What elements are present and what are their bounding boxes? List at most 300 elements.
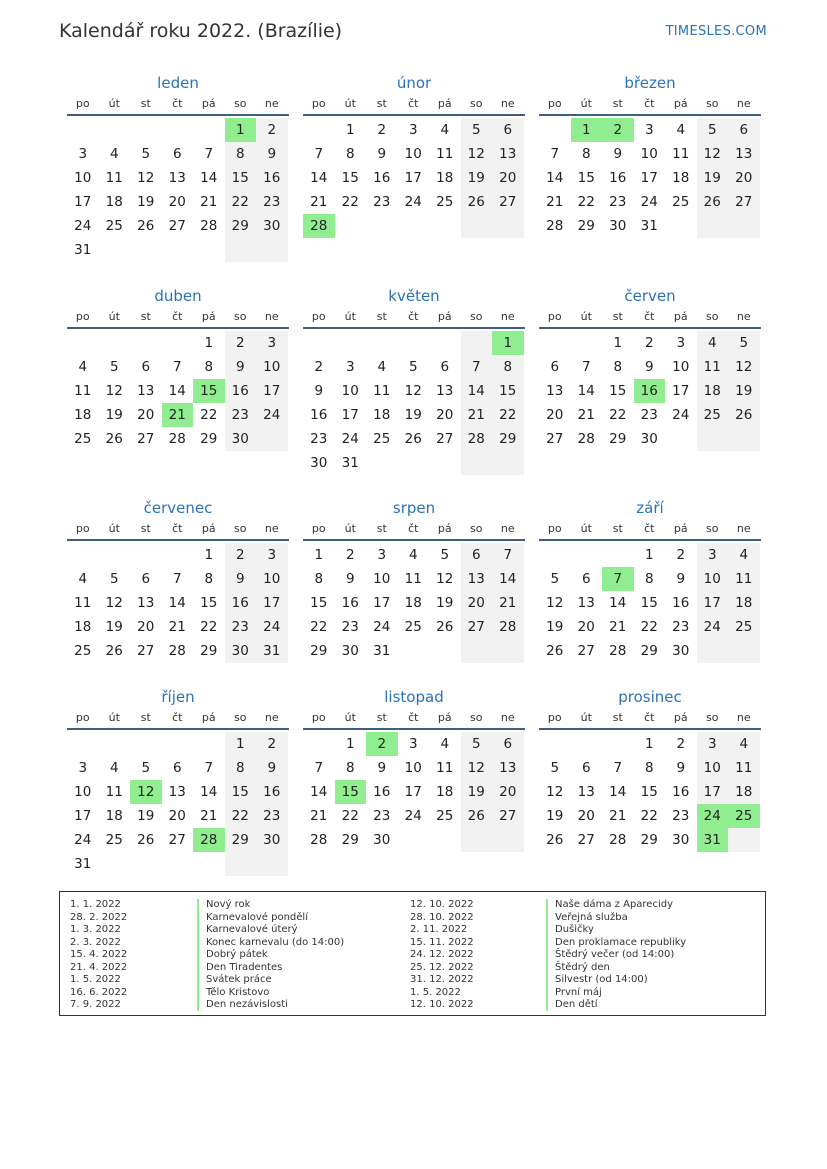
- month-červenec: [67, 497, 289, 663]
- day-cell: 7: [204, 146, 214, 162]
- empty-cell: [697, 427, 729, 451]
- day-grid: [539, 732, 761, 852]
- empty-cell: [130, 543, 162, 567]
- weekday-label: po: [75, 522, 90, 535]
- weekday-header: [303, 519, 525, 541]
- day-cell: 18: [404, 595, 422, 611]
- day-cell: 23: [341, 619, 359, 635]
- weekday-header: [67, 519, 289, 541]
- day-cell: 16: [373, 170, 391, 186]
- day-cell: 17: [672, 383, 690, 399]
- weekday-label: út: [108, 711, 120, 724]
- legend-divider: [546, 899, 548, 1011]
- empty-cell: [130, 331, 162, 355]
- weekday-label: ne: [500, 310, 515, 323]
- day-grid: [303, 543, 525, 663]
- weekday-label: út: [344, 522, 356, 535]
- day-cell: 25: [74, 643, 92, 659]
- weekday-label: čt: [408, 97, 419, 110]
- empty-cell: [225, 238, 257, 262]
- weekday-label: ne: [736, 711, 751, 724]
- day-cell: 23: [225, 403, 257, 427]
- legend-holiday-name: Den Tiradentes: [206, 961, 283, 973]
- day-cell: 4: [109, 146, 119, 162]
- day-cell: 6: [581, 571, 591, 587]
- weekday-label: čt: [408, 310, 419, 323]
- day-cell: 10: [74, 170, 92, 186]
- day-cell: 18: [74, 619, 92, 635]
- day-cell: 26: [461, 804, 493, 828]
- day-cell: 19: [461, 780, 493, 804]
- weekday-label: po: [547, 97, 562, 110]
- day-cell: 22: [341, 194, 359, 210]
- day-cell: 10: [373, 571, 391, 587]
- month-říjen: [67, 686, 289, 876]
- day-cell: 28: [310, 832, 328, 848]
- day-cell: 10: [697, 756, 729, 780]
- month-name: únor: [396, 74, 432, 92]
- weekday-label: so: [234, 522, 247, 535]
- empty-cell: [162, 331, 194, 355]
- day-cell: 4: [728, 732, 760, 756]
- weekday-label: st: [140, 97, 151, 110]
- day-cell: 29: [640, 643, 658, 659]
- day-cell: 2: [644, 335, 654, 351]
- day-cell: 22: [640, 619, 658, 635]
- day-cell: 7: [314, 146, 324, 162]
- day-cell: 2: [256, 732, 288, 756]
- brand-link[interactable]: TIMESLES.COM: [665, 24, 767, 39]
- legend-date: 15. 11. 2022: [410, 936, 474, 948]
- day-cell: 13: [728, 142, 760, 166]
- empty-cell: [335, 331, 367, 355]
- day-cell: 1: [644, 547, 654, 563]
- day-cell: 3: [408, 736, 418, 752]
- day-cell: 9: [256, 756, 288, 780]
- day-cell: 11: [74, 383, 92, 399]
- month-březen: [539, 72, 761, 238]
- empty-cell: [539, 331, 571, 355]
- day-cell: 19: [105, 619, 123, 635]
- day-cell: 5: [461, 732, 493, 756]
- weekday-label: pá: [437, 522, 452, 535]
- day-cell: 11: [672, 146, 690, 162]
- day-cell: 16: [672, 784, 690, 800]
- day-cell: 9: [377, 760, 387, 776]
- empty-cell: [461, 214, 493, 238]
- empty-cell: [728, 639, 760, 663]
- day-cell: 20: [436, 407, 454, 423]
- day-cell: 13: [461, 567, 493, 591]
- legend-date: 28. 2. 2022: [70, 911, 128, 923]
- day-cell: 11: [728, 567, 760, 591]
- weekday-label: st: [140, 310, 151, 323]
- day-cell: 11: [74, 595, 92, 611]
- month-květen: [303, 285, 525, 475]
- empty-cell: [256, 852, 288, 876]
- legend-holiday-name: Tělo Kristovo: [206, 986, 270, 998]
- day-cell: 24: [373, 619, 391, 635]
- weekday-label: čt: [644, 310, 655, 323]
- day-cell: 6: [492, 732, 524, 756]
- day-cell: 24: [256, 615, 288, 639]
- day-cell: 24: [404, 194, 422, 210]
- weekday-header: [539, 94, 761, 116]
- day-cell: 19: [697, 166, 729, 190]
- holiday-day: 28: [193, 828, 225, 852]
- day-grid: [539, 543, 761, 663]
- legend-date: 2. 11. 2022: [410, 924, 468, 935]
- day-cell: 22: [310, 619, 328, 635]
- weekday-label: po: [311, 711, 326, 724]
- day-cell: 14: [492, 567, 524, 591]
- weekday-label: ne: [264, 522, 279, 535]
- empty-cell: [398, 639, 430, 663]
- weekday-label: ne: [736, 310, 751, 323]
- weekday-header: [539, 519, 761, 541]
- day-cell: 6: [581, 760, 591, 776]
- day-cell: 2: [345, 547, 355, 563]
- empty-cell: [67, 331, 99, 355]
- day-cell: 22: [640, 808, 658, 824]
- day-cell: 19: [546, 619, 564, 635]
- month-duben: [67, 285, 289, 451]
- day-cell: 19: [137, 808, 155, 824]
- day-cell: 20: [492, 166, 524, 190]
- day-cell: 17: [341, 407, 359, 423]
- day-cell: 22: [225, 190, 257, 214]
- day-cell: 14: [609, 595, 627, 611]
- day-cell: 14: [577, 383, 595, 399]
- legend-date: 1. 1. 2022: [70, 899, 121, 910]
- day-cell: 29: [341, 832, 359, 848]
- weekday-header: [67, 307, 289, 329]
- day-cell: 31: [74, 856, 92, 872]
- month-name: září: [636, 499, 664, 517]
- day-cell: 24: [672, 407, 690, 423]
- month-září: [539, 497, 761, 663]
- day-cell: 30: [225, 639, 257, 663]
- weekday-label: so: [706, 310, 719, 323]
- empty-cell: [162, 238, 194, 262]
- day-cell: 10: [640, 146, 658, 162]
- empty-cell: [99, 331, 131, 355]
- day-cell: 2: [225, 331, 257, 355]
- weekday-label: pá: [673, 522, 688, 535]
- legend-left-dates: [70, 899, 127, 1012]
- legend-holiday-name: Den nezávislosti: [206, 999, 288, 1010]
- holiday-legend: [59, 891, 766, 1016]
- month-prosinec: [539, 686, 761, 852]
- holiday-day: 2: [602, 118, 634, 142]
- day-cell: 2: [676, 736, 686, 752]
- day-cell: 28: [168, 431, 186, 447]
- day-cell: 11: [105, 170, 123, 186]
- empty-cell: [303, 732, 335, 756]
- day-cell: 1: [613, 335, 623, 351]
- weekday-label: st: [376, 97, 387, 110]
- day-grid: [67, 732, 289, 876]
- day-cell: 1: [225, 732, 257, 756]
- day-cell: 12: [137, 170, 155, 186]
- day-cell: 23: [310, 431, 328, 447]
- weekday-label: ne: [736, 522, 751, 535]
- weekday-label: čt: [172, 310, 183, 323]
- holiday-day: 25: [728, 804, 760, 828]
- day-cell: 2: [676, 547, 686, 563]
- empty-cell: [697, 214, 729, 238]
- day-cell: 21: [310, 808, 328, 824]
- weekday-label: pá: [673, 97, 688, 110]
- month-únor: [303, 72, 525, 238]
- weekday-label: pá: [437, 711, 452, 724]
- day-cell: 31: [341, 455, 359, 471]
- holiday-day: 28: [303, 214, 335, 238]
- day-cell: 14: [200, 784, 218, 800]
- day-cell: 3: [644, 122, 654, 138]
- day-cell: 16: [225, 379, 257, 403]
- day-cell: 18: [672, 170, 690, 186]
- day-cell: 28: [492, 615, 524, 639]
- day-cell: 4: [440, 736, 450, 752]
- day-cell: 10: [404, 760, 422, 776]
- empty-cell: [461, 451, 493, 475]
- day-cell: 7: [581, 359, 591, 375]
- empty-cell: [429, 451, 461, 475]
- legend-holiday-name: Dušičky: [555, 924, 594, 935]
- day-cell: 13: [492, 142, 524, 166]
- day-cell: 29: [200, 643, 218, 659]
- day-cell: 9: [225, 567, 257, 591]
- weekday-label: ne: [736, 97, 751, 110]
- day-cell: 8: [644, 760, 654, 776]
- day-cell: 23: [672, 808, 690, 824]
- day-cell: 19: [404, 407, 422, 423]
- day-cell: 23: [256, 190, 288, 214]
- day-cell: 29: [492, 427, 524, 451]
- day-cell: 21: [310, 194, 328, 210]
- legend-holiday-name: Silvestr (od 14:00): [555, 974, 648, 985]
- day-cell: 23: [373, 194, 391, 210]
- holiday-day: 15: [335, 780, 367, 804]
- day-cell: 7: [172, 359, 182, 375]
- day-cell: 28: [577, 431, 595, 447]
- holiday-day: 2: [366, 732, 398, 756]
- day-cell: 22: [225, 804, 257, 828]
- holiday-day: 21: [162, 403, 194, 427]
- holiday-day: 12: [130, 780, 162, 804]
- day-cell: 17: [697, 591, 729, 615]
- weekday-label: so: [470, 310, 483, 323]
- weekday-label: út: [108, 522, 120, 535]
- day-cell: 3: [408, 122, 418, 138]
- day-cell: 21: [577, 407, 595, 423]
- day-cell: 29: [640, 832, 658, 848]
- day-cell: 4: [78, 571, 88, 587]
- day-cell: 24: [697, 615, 729, 639]
- day-cell: 6: [728, 118, 760, 142]
- legend-holiday-name: Veřejná služba: [555, 911, 628, 923]
- day-cell: 17: [404, 784, 422, 800]
- empty-cell: [162, 852, 194, 876]
- weekday-label: ne: [500, 97, 515, 110]
- day-cell: 17: [373, 595, 391, 611]
- day-cell: 18: [436, 784, 454, 800]
- month-name: srpen: [392, 499, 436, 517]
- day-cell: 11: [105, 784, 123, 800]
- weekday-label: út: [344, 711, 356, 724]
- weekday-label: po: [75, 310, 90, 323]
- weekday-label: so: [706, 711, 719, 724]
- day-cell: 24: [256, 403, 288, 427]
- weekday-label: út: [580, 310, 592, 323]
- legend-date: 12. 10. 2022: [410, 899, 474, 910]
- empty-cell: [697, 639, 729, 663]
- day-cell: 2: [314, 359, 324, 375]
- month-name: červen: [624, 287, 676, 305]
- legend-date: 28. 10. 2022: [410, 911, 474, 923]
- weekday-label: ne: [264, 310, 279, 323]
- day-cell: 10: [74, 784, 92, 800]
- weekday-label: so: [470, 711, 483, 724]
- day-cell: 25: [697, 403, 729, 427]
- day-cell: 25: [436, 194, 454, 210]
- day-cell: 7: [461, 355, 493, 379]
- day-cell: 19: [436, 595, 454, 611]
- day-cell: 10: [672, 359, 690, 375]
- day-cell: 23: [256, 804, 288, 828]
- day-cell: 8: [581, 146, 591, 162]
- day-cell: 16: [672, 595, 690, 611]
- weekday-label: čt: [644, 97, 655, 110]
- day-cell: 12: [105, 595, 123, 611]
- day-cell: 26: [697, 190, 729, 214]
- weekday-label: čt: [644, 522, 655, 535]
- day-cell: 30: [672, 643, 690, 659]
- day-cell: 4: [408, 547, 418, 563]
- day-cell: 30: [256, 214, 288, 238]
- day-cell: 10: [256, 567, 288, 591]
- day-cell: 27: [137, 431, 155, 447]
- day-cell: 26: [137, 832, 155, 848]
- day-cell: 5: [141, 760, 151, 776]
- day-cell: 3: [256, 331, 288, 355]
- day-grid: [539, 331, 761, 451]
- day-cell: 14: [546, 170, 564, 186]
- day-cell: 1: [345, 122, 355, 138]
- day-cell: 11: [436, 146, 454, 162]
- day-cell: 19: [461, 166, 493, 190]
- weekday-label: čt: [644, 711, 655, 724]
- day-cell: 8: [644, 571, 654, 587]
- day-cell: 15: [310, 595, 328, 611]
- empty-cell: [492, 828, 524, 852]
- legend-right-names: [555, 899, 686, 1012]
- day-cell: 5: [109, 359, 119, 375]
- holiday-day: 7: [602, 567, 634, 591]
- day-cell: 9: [314, 383, 324, 399]
- day-cell: 24: [74, 832, 92, 848]
- day-cell: 23: [609, 194, 627, 210]
- empty-cell: [571, 732, 603, 756]
- day-cell: 16: [373, 784, 391, 800]
- holiday-day: 16: [634, 379, 666, 403]
- day-cell: 24: [404, 808, 422, 824]
- day-cell: 23: [373, 808, 391, 824]
- day-cell: 31: [74, 242, 92, 258]
- day-cell: 22: [609, 407, 627, 423]
- legend-holiday-name: Štědrý den: [555, 961, 610, 973]
- legend-left-names: [206, 899, 344, 1012]
- weekday-label: pá: [673, 310, 688, 323]
- day-cell: 26: [105, 431, 123, 447]
- day-cell: 6: [141, 571, 151, 587]
- empty-cell: [162, 732, 194, 756]
- day-cell: 8: [345, 146, 355, 162]
- month-name: leden: [157, 74, 199, 92]
- day-cell: 8: [492, 355, 524, 379]
- day-cell: 1: [644, 736, 654, 752]
- legend-holiday-name: Den dětí: [555, 999, 598, 1010]
- empty-cell: [366, 331, 398, 355]
- weekday-header: [303, 708, 525, 730]
- day-cell: 18: [74, 407, 92, 423]
- day-cell: 14: [461, 379, 493, 403]
- day-cell: 27: [492, 804, 524, 828]
- day-cell: 30: [640, 431, 658, 447]
- day-cell: 20: [137, 407, 155, 423]
- legend-holiday-name: Karnevalové úterý: [206, 924, 298, 935]
- empty-cell: [162, 118, 194, 142]
- weekday-label: pá: [673, 711, 688, 724]
- day-cell: 16: [225, 591, 257, 615]
- empty-cell: [303, 331, 335, 355]
- day-cell: 21: [200, 808, 218, 824]
- legend-holiday-name: Nový rok: [206, 899, 251, 910]
- weekday-label: čt: [172, 97, 183, 110]
- day-cell: 4: [440, 122, 450, 138]
- day-cell: 30: [256, 828, 288, 852]
- weekday-label: út: [344, 97, 356, 110]
- day-cell: 13: [577, 595, 595, 611]
- day-cell: 15: [609, 383, 627, 399]
- day-cell: 14: [310, 784, 328, 800]
- empty-cell: [398, 451, 430, 475]
- day-grid: [303, 118, 525, 238]
- weekday-label: po: [75, 711, 90, 724]
- day-cell: 17: [74, 194, 92, 210]
- day-cell: 12: [697, 142, 729, 166]
- day-cell: 29: [200, 431, 218, 447]
- weekday-label: út: [580, 522, 592, 535]
- day-cell: 20: [168, 194, 186, 210]
- day-cell: 14: [200, 170, 218, 186]
- day-cell: 4: [676, 122, 686, 138]
- day-cell: 8: [613, 359, 623, 375]
- weekday-label: pá: [201, 97, 216, 110]
- day-cell: 3: [256, 543, 288, 567]
- day-cell: 11: [404, 571, 422, 587]
- day-cell: 8: [225, 142, 257, 166]
- day-cell: 25: [373, 431, 391, 447]
- weekday-label: pá: [437, 97, 452, 110]
- day-cell: 6: [492, 118, 524, 142]
- month-name: duben: [154, 287, 202, 305]
- empty-cell: [492, 214, 524, 238]
- empty-cell: [461, 828, 493, 852]
- day-cell: 16: [609, 170, 627, 186]
- day-cell: 30: [609, 218, 627, 234]
